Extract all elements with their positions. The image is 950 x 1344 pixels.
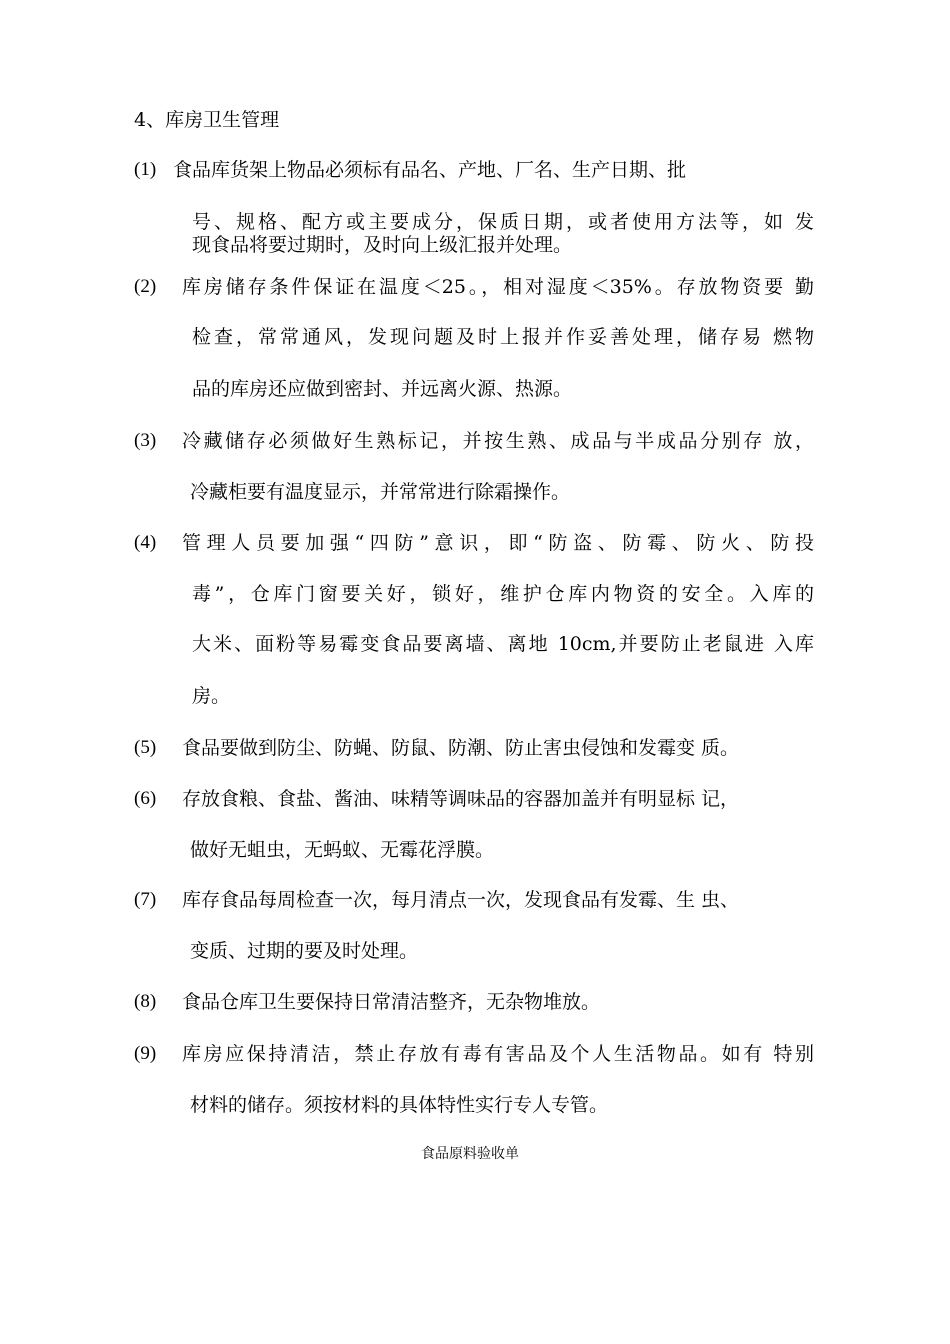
item-text-line: 库房储存条件保证在温度＜25。，相对湿度＜35%。存放物资要 勤 xyxy=(182,276,814,298)
item-number: (8) xyxy=(134,991,157,1012)
item-text-line: 库房应保持清洁，禁止存放有毒有害品及个人生活物品。如有 特别 xyxy=(182,1043,814,1065)
item-text-line: 冷藏柜要有温度显示，并常常进行除霜操作。 xyxy=(190,481,571,503)
item-number: (3) xyxy=(134,430,157,451)
item-number: (4) xyxy=(134,532,157,553)
item-text-line: 大米、面粉等易霉变食品要离墙、离地 10cm,并要防止老鼠进 入库 xyxy=(192,633,814,655)
item-text-line: 食品库货架上物品必须标有品名、产地、厂名、生产日期、批 xyxy=(173,159,687,181)
item-number: (7) xyxy=(134,889,157,910)
item-text-line: 做好无蛆虫，无蚂蚁、无霉花浮膜。 xyxy=(190,839,495,861)
item-text-line: 房。 xyxy=(192,685,231,707)
item-text-line: 库存食品每周检查一次，每月清点一次，发现食品有发霉、生 虫、 xyxy=(182,889,740,911)
item-text-line: 号、规格、配方或主要成分，保质日期，或者使用方法等，如 发 xyxy=(192,211,814,233)
item-number: (9) xyxy=(134,1043,157,1064)
item-text-line: 冷藏储存必须做好生熟标记，并按生熟、成品与半成品分别存 放， xyxy=(182,430,814,452)
item-number: (1) xyxy=(134,159,157,180)
item-number: (6) xyxy=(134,788,157,809)
item-text-line: 现食品将要过期时，及时向上级汇报并处理。 xyxy=(192,234,573,256)
item-number: (2) xyxy=(134,276,157,297)
form-caption: 食品原料验收单 xyxy=(421,1146,519,1162)
item-text-line: 毒”，仓库门窗要关好，锁好，维护仓库内物资的安全。入库的 xyxy=(192,583,814,605)
item-text-line: 食品要做到防尘、防蝇、防鼠、防潮、防止害虫侵蚀和发霉变 质。 xyxy=(182,737,740,759)
section-heading: 4、库房卫生管理 xyxy=(134,109,280,131)
item-text-line: 管理人员要加强“四防”意识，即“防盗、防霉、防火、防投 xyxy=(182,532,814,554)
item-text-line: 材料的储存。须按材料的具体特性实行专人专管。 xyxy=(190,1094,609,1116)
item-text-line: 品的库房还应做到密封、并远离火源、热源。 xyxy=(192,378,573,400)
item-text-line: 食品仓库卫生要保持日常清洁整齐，无杂物堆放。 xyxy=(182,991,601,1013)
item-text-line: 存放食粮、食盐、酱油、味精等调味品的容器加盖并有明显标 记， xyxy=(182,788,740,810)
item-text-line: 变质、过期的要及时处理。 xyxy=(190,940,419,962)
item-text-line: 检查，常常通风，发现问题及时上报并作妥善处理，储存易 燃物 xyxy=(192,326,814,348)
item-number: (5) xyxy=(134,737,157,758)
